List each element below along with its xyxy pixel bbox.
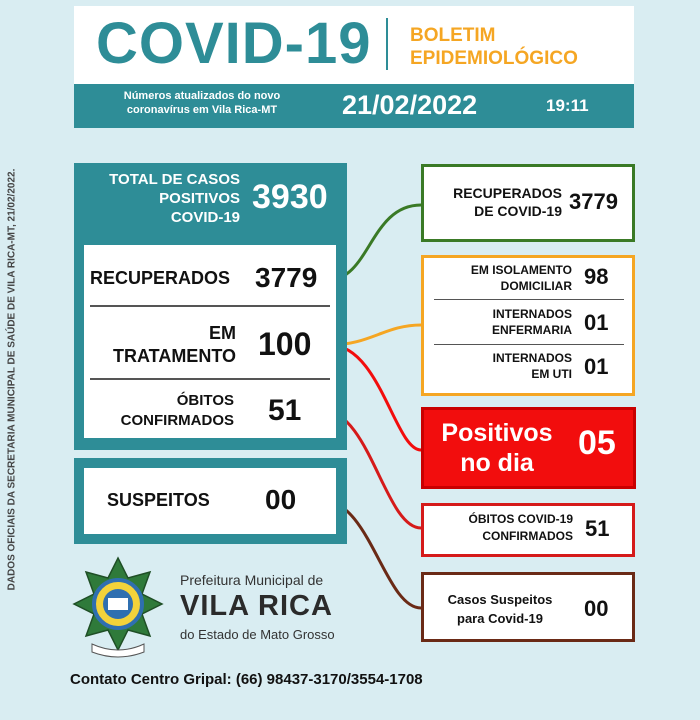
ward-line1: INTERNADOS [492, 307, 572, 321]
contact-info: Contato Centro Gripal: (66) 98437-3170/3554-1708 [70, 671, 423, 688]
suspects-detail-label [430, 590, 570, 628]
suspects-detail-line2: para Covid-19 [457, 611, 543, 626]
home-isolation-line1: EM ISOLAMENTO [470, 263, 572, 277]
divider [90, 378, 330, 380]
icu-line1: INTERNADOS [492, 351, 572, 365]
total-cases-label-line2: POSITIVOS [159, 190, 240, 207]
deaths-detail-line1: ÓBITOS COVID-19 [468, 512, 573, 526]
recovered-detail-value: 3779 [569, 189, 618, 214]
ward-line2: ENFERMARIA [492, 323, 572, 337]
icu-label [437, 350, 572, 382]
treatment-value: 100 [258, 326, 312, 362]
bulletin-date: 21/02/2022 [342, 90, 478, 120]
positive-today-value: 05 [578, 424, 616, 462]
total-cases-label [84, 170, 240, 227]
recovered-detail-line2: DE COVID-19 [474, 203, 562, 219]
home-isolation-label [437, 262, 572, 294]
treatment-label-line1: EM [209, 323, 236, 343]
recovered-detail-label [434, 184, 562, 220]
suspects-value: 00 [265, 484, 297, 515]
bulletin-line1: BOLETIM [410, 25, 496, 46]
subheader-caption [84, 89, 320, 117]
municipal-coat-of-arms-icon [72, 556, 164, 660]
positive-today-line2: no dia [460, 449, 534, 477]
divider [90, 305, 330, 307]
total-cases-label-line1: TOTAL DE CASOS [109, 171, 240, 188]
recovered-label: RECUPERADOS [90, 268, 231, 288]
total-cases-label-line3: COVID-19 [170, 209, 240, 226]
subheader-caption-line2: coronavírus em Vila Rica-MT [126, 104, 278, 116]
deaths-detail-line2: CONFIRMADOS [482, 529, 573, 543]
deaths-label-line1: ÓBITOS [176, 392, 234, 409]
divider [434, 344, 624, 345]
positive-today-label [426, 418, 568, 478]
treatment-label-line2: TRATAMENTO [113, 346, 236, 366]
home-isolation-value: 98 [584, 264, 609, 289]
deaths-label [96, 391, 234, 431]
icu-line2: EM UTI [531, 367, 572, 381]
bulletin-title [410, 24, 578, 70]
home-isolation-line2: DOMICILIAR [500, 279, 572, 293]
official-source-note: DADOS OFICIAIS DA SECRETARIA MUNICIPAL DE SAÚDE DE VILA RICA-MT, 21/02/2022. [6, 168, 18, 591]
state-label: do Estado de Mato Grosso [180, 627, 335, 642]
deaths-value: 51 [268, 394, 302, 427]
positive-today-line1: Positivos [441, 419, 553, 447]
total-cases-value: 3930 [252, 178, 328, 216]
subheader-caption-line1: Números atualizados do novo [123, 90, 281, 102]
recovered-value: 3779 [255, 262, 318, 293]
header-divider [386, 18, 388, 70]
prefecture-label: Prefeitura Municipal de [180, 572, 324, 588]
divider [434, 299, 624, 300]
suspects-detail-line1: Casos Suspeitos [447, 592, 553, 607]
ward-value: 01 [584, 310, 609, 335]
bulletin-line2: EPIDEMIOLÓGICO [410, 48, 578, 69]
ward-label [437, 306, 572, 338]
recovered-detail-line1: RECUPERADOS [453, 185, 562, 201]
bulletin-time: 19:11 [546, 96, 589, 115]
suspects-detail-value: 00 [584, 596, 609, 621]
treatment-label [94, 322, 236, 368]
page-title: COVID-19 [96, 11, 372, 76]
deaths-detail-value: 51 [585, 516, 610, 541]
icu-value: 01 [584, 354, 609, 379]
deaths-label-line2: CONFIRMADOS [120, 412, 234, 429]
deaths-detail-label [433, 511, 573, 545]
suspects-label: SUSPEITOS [107, 490, 210, 510]
city-name: VILA RICA [180, 590, 333, 622]
